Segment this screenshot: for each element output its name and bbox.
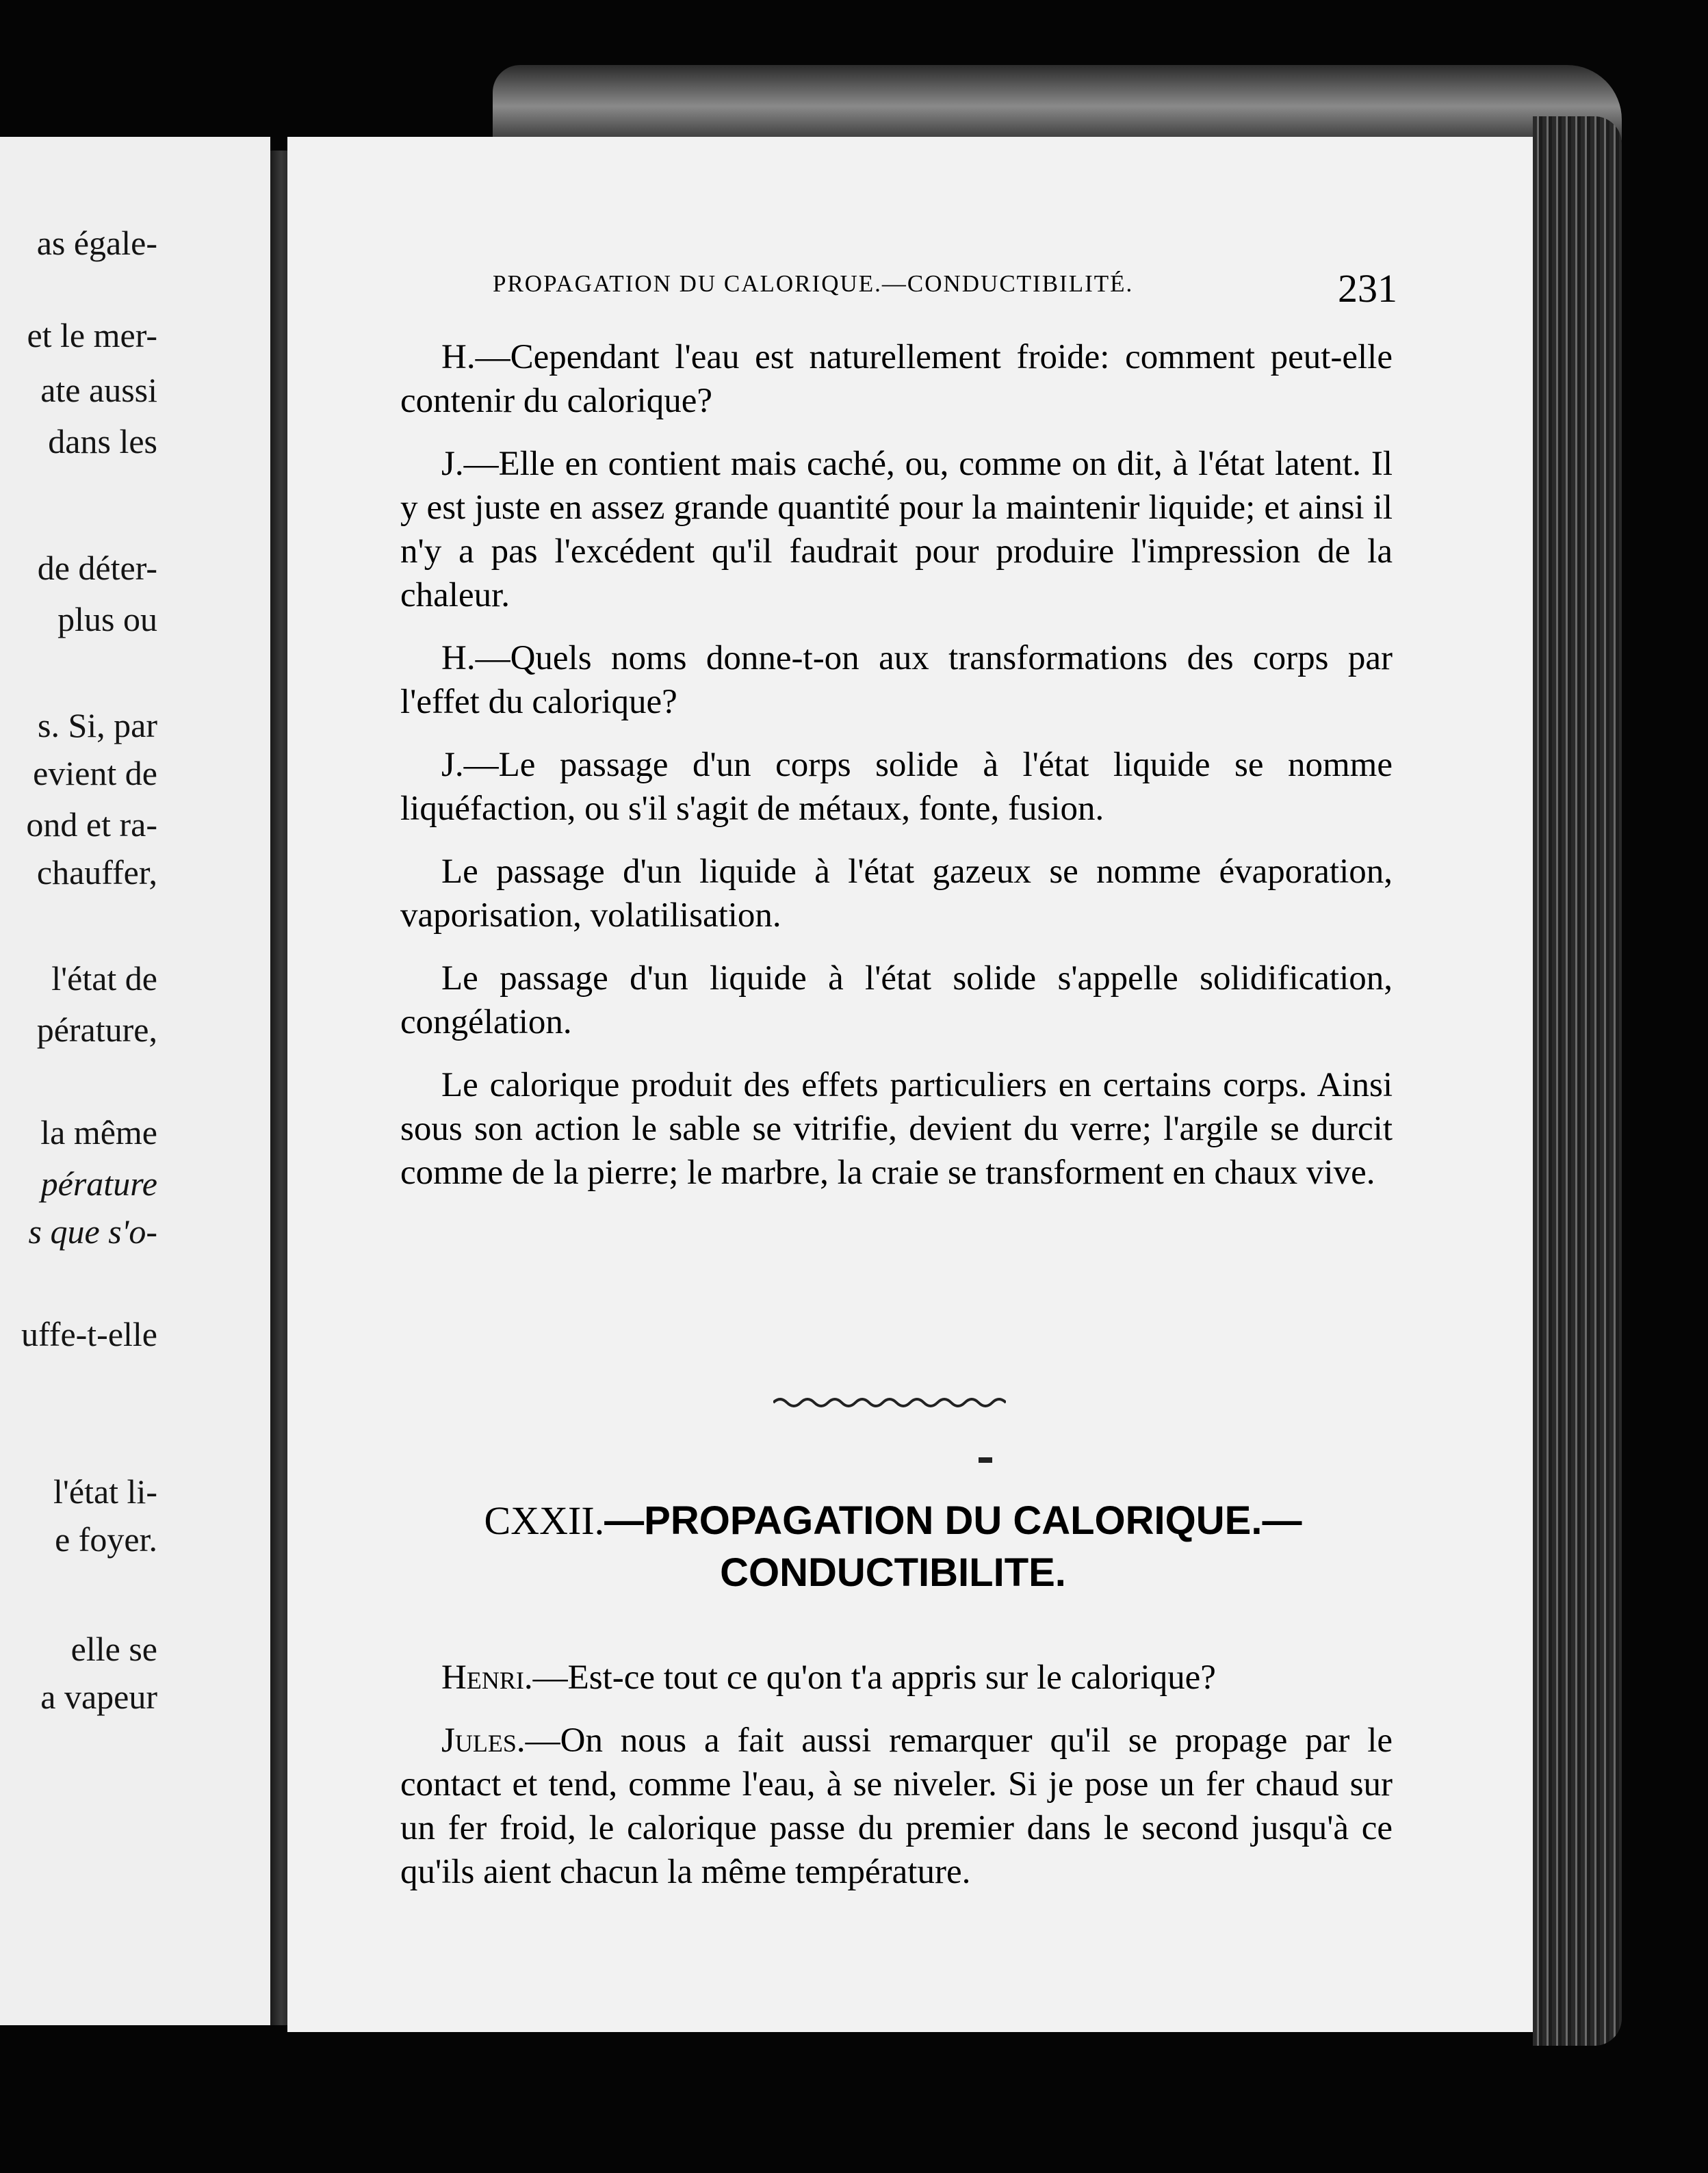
paragraph	[400, 442, 1393, 617]
section-ornament	[773, 1392, 1006, 1413]
paragraph	[400, 636, 1393, 724]
left-page-text-fragment: chauffer,	[36, 853, 157, 892]
chapter-title-line2: CONDUCTIBILITE.	[720, 1550, 1066, 1595]
left-page-text-fragment: et le mer-	[27, 316, 157, 354]
speaker: H.	[441, 639, 476, 677]
left-page-text-fragment: as égale-	[36, 224, 157, 262]
chapter-title-line1: —PROPAGATION DU CALORIQUE.—	[604, 1498, 1302, 1543]
left-page-text-fragment: evient de	[33, 754, 157, 792]
paragraph-text: Le passage d'un liquide à l'état solide s'appelle solidification, congélation.	[400, 959, 1393, 1041]
left-page-text-fragment: l'état de	[51, 959, 157, 998]
speaker: H.	[441, 338, 476, 376]
book-top-edge	[493, 65, 1622, 140]
left-page-text-fragment: de déter-	[37, 549, 157, 587]
chapter-number: CXXII.	[484, 1498, 605, 1543]
left-page-text-fragment: ate aussi	[40, 371, 157, 409]
left-page-text-fragment: ond et ra-	[26, 805, 157, 844]
paragraph-text: —Cependant l'eau est naturellement froide: comment peut-elle contenir du calorique?	[400, 338, 1393, 420]
paragraph	[400, 957, 1393, 1044]
ornament-dot	[979, 1457, 992, 1463]
chapter-title	[383, 1495, 1403, 1599]
left-page	[0, 137, 270, 2025]
paragraph-text: —Elle en contient mais caché, ou, comme on dit, à l'état latent. Il y est juste en assez grande quantité pour la maintenir liquide; et ainsi il n'y a pas l'excédent qu'il faudrait pour produire l'impression de la chaleur.	[400, 445, 1393, 614]
left-page-text-fragment: s que s'o-	[28, 1212, 157, 1251]
paragraph	[400, 850, 1393, 937]
left-page-text-fragment: s. Si, par	[38, 706, 157, 744]
speaker: J.	[441, 746, 464, 784]
left-page-text-fragment: la même	[40, 1113, 157, 1151]
paragraph-text: —Le passage d'un corps solide à l'état liquide se nomme liquéfaction, ou s'il s'agit de métaux, fonte, fusion.	[400, 746, 1393, 828]
paragraph-text: —On nous a fait aussi remarquer qu'il se propage par le contact et tend, comme l'eau, à se niveler. Si je pose un fer chaud sur un fer froid, le calorique passe du premier dans le second jusqu'à ce qu'ils aient chacun la même température.	[400, 1721, 1393, 1891]
paragraph-text: —Est-ce tout ce qu'on t'a appris sur le calorique?	[532, 1658, 1216, 1697]
paragraph	[400, 743, 1393, 831]
book-page-edges	[1533, 116, 1622, 2046]
left-page-text-fragment: a vapeur	[40, 1678, 157, 1716]
paragraph	[400, 1719, 1393, 1894]
page-number: 231	[1338, 266, 1397, 311]
speaker: J.	[441, 445, 464, 483]
paragraph	[400, 1656, 1393, 1700]
left-page-text-fragment: l'état li-	[53, 1472, 157, 1511]
main-text-block	[400, 335, 1393, 1214]
left-page-text-fragment: pérature	[40, 1164, 157, 1203]
left-page-text-fragment: dans les	[48, 422, 157, 460]
paragraph-text: —Quels noms donne-t-on aux transformations des corps par l'effet du calorique?	[400, 639, 1393, 721]
chapter-text-block	[400, 1656, 1393, 1913]
paragraph	[400, 335, 1393, 423]
speaker: Henri.	[441, 1658, 533, 1697]
left-page-text-fragment: plus ou	[57, 600, 157, 638]
left-page-text-fragment: pérature,	[36, 1011, 157, 1049]
paragraph-text: Le passage d'un liquide à l'état gazeux se nomme évaporation, vaporisation, volatilisation.	[400, 853, 1393, 935]
speaker: Jules.	[441, 1721, 526, 1760]
left-page-text-fragment: e foyer.	[55, 1520, 157, 1559]
paragraph-text: Le calorique produit des effets particuliers en certains corps. Ainsi sous son action le sable se vitrifie, devient du verre; l'argile se durcit comme de la pierre; le marbre, la craie se transforment en chaux vive.	[400, 1066, 1393, 1192]
left-page-text-fragment: uffe-t-elle	[21, 1315, 157, 1353]
paragraph	[400, 1063, 1393, 1195]
left-page-text-fragment: elle se	[70, 1630, 157, 1668]
running-head: PROPAGATION DU CALORIQUE.—CONDUCTIBILITÉ.	[493, 270, 1134, 297]
